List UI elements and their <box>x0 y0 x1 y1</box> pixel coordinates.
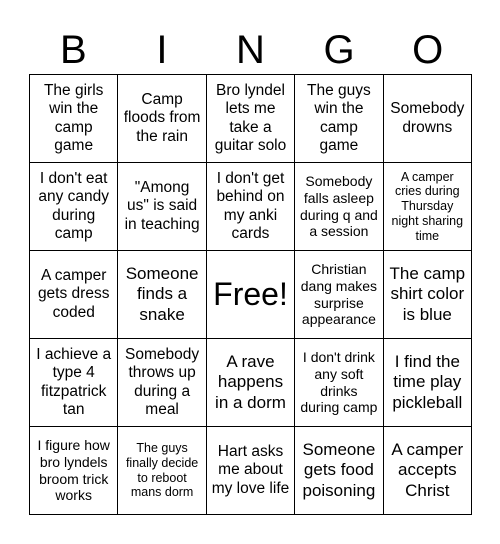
bingo-cell[interactable]: Somebody throws up during a meal <box>118 339 206 427</box>
bingo-cell[interactable]: The camp shirt color is blue <box>384 251 472 339</box>
header-letter-n: N <box>236 28 265 72</box>
bingo-card-grid <box>29 74 472 515</box>
bingo-cell[interactable]: Christian dang makes surprise appearance <box>295 251 383 339</box>
bingo-cell[interactable]: I don't eat any candy during camp <box>30 163 118 251</box>
header-letter-i: I <box>156 28 168 72</box>
bingo-cell[interactable]: A camper cries during Thursday night sharing time <box>384 163 472 251</box>
bingo-cell[interactable]: The guys win the camp game <box>295 75 383 163</box>
header-letter-b: B <box>59 28 87 72</box>
bingo-cell[interactable]: I find the time play pickleball <box>384 339 472 427</box>
bingo-cell[interactable]: The girls win the camp game <box>30 75 118 163</box>
bingo-cell[interactable]: Hart asks me about my love life <box>207 427 295 515</box>
bingo-cell[interactable]: I achieve a type 4 fitzpatrick tan <box>30 339 118 427</box>
bingo-cell[interactable]: I figure how bro lyndels broom trick works <box>30 427 118 515</box>
bingo-cell[interactable]: Somebody falls asleep during q and a session <box>295 163 383 251</box>
header-letter-g: G <box>323 28 355 72</box>
bingo-cell[interactable]: Camp floods from the rain <box>118 75 206 163</box>
bingo-cell[interactable]: Someone finds a snake <box>118 251 206 339</box>
bingo-cell[interactable]: I don't drink any soft drinks during camp <box>295 339 383 427</box>
header-letter-o: O <box>412 28 444 72</box>
bingo-cell[interactable]: A rave happens in a dorm <box>207 339 295 427</box>
bingo-cell[interactable]: Bro lyndel lets me take a guitar solo <box>207 75 295 163</box>
bingo-cell[interactable]: I don't get behind on my anki cards <box>207 163 295 251</box>
bingo-cell[interactable]: The guys finally decide to reboot mans dorm <box>118 427 206 515</box>
bingo-cell[interactable]: A camper gets dress coded <box>30 251 118 339</box>
bingo-header <box>29 26 472 74</box>
bingo-cell[interactable]: A camper accepts Christ <box>384 427 472 515</box>
bingo-cell[interactable]: Somebody drowns <box>384 75 472 163</box>
bingo-cell[interactable]: Someone gets food poisoning <box>295 427 383 515</box>
bingo-cell[interactable]: "Among us" is said in teaching <box>118 163 206 251</box>
free-space-cell[interactable]: Free! <box>207 251 295 339</box>
